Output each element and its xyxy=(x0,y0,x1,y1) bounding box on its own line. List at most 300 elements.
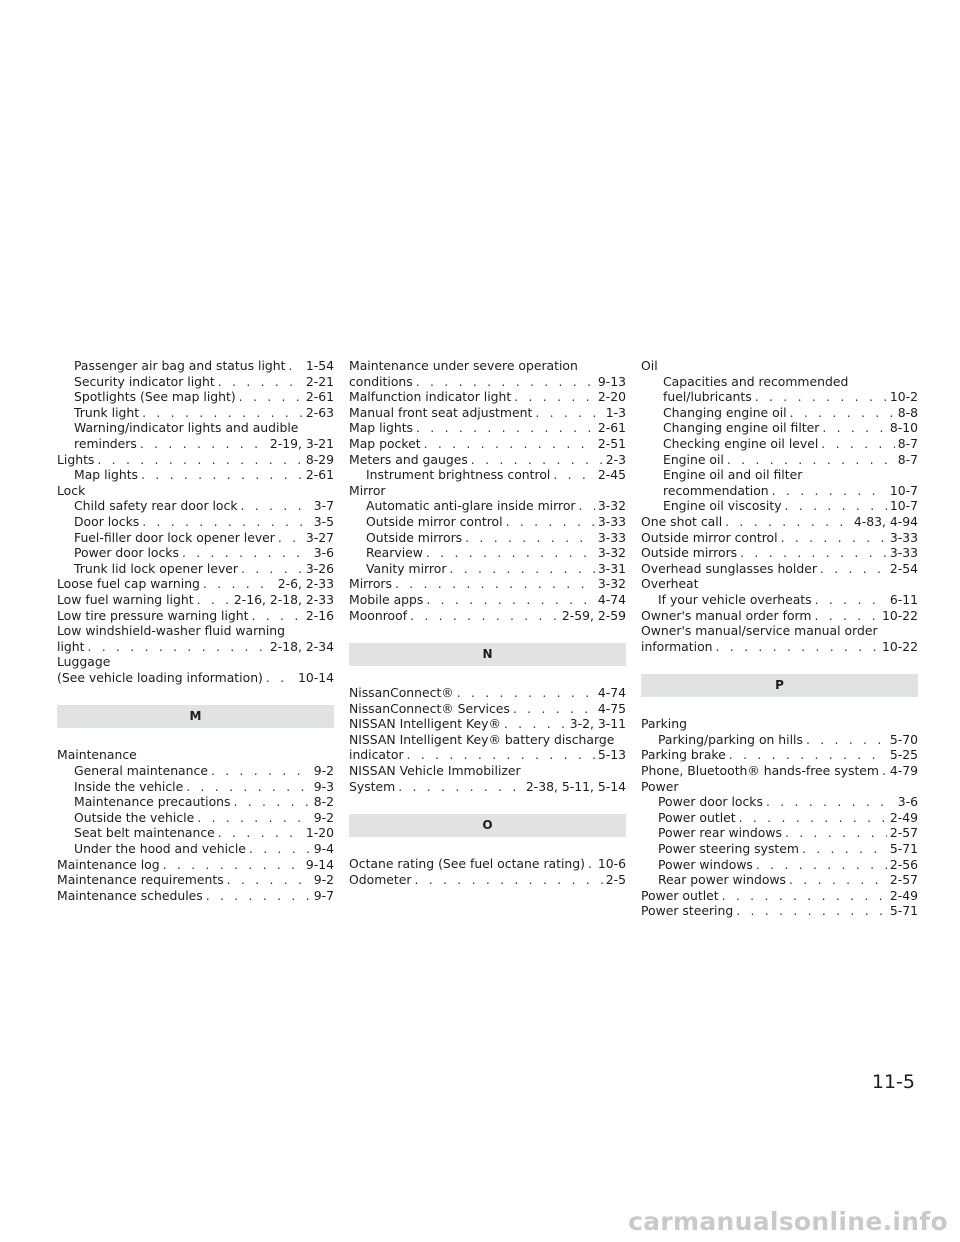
index-entry[interactable] xyxy=(349,779,626,795)
index-entry-page[interactable]: 3-6 xyxy=(897,794,918,810)
index-entry-page[interactable]: 9-2 xyxy=(313,872,334,888)
index-entry-page[interactable]: 2-38, 5-11, 5-14 xyxy=(525,778,626,794)
index-entry-page[interactable]: 2-45 xyxy=(597,467,626,483)
index-entry-page[interactable]: 8-7 xyxy=(897,435,918,451)
index-entry-page[interactable]: 2-18, 2-34 xyxy=(269,638,334,654)
index-entry-page[interactable]: 10-14 xyxy=(297,669,334,685)
dot-leader xyxy=(822,420,887,436)
dot-leader xyxy=(504,716,567,732)
index-entry-page[interactable]: 5-71 xyxy=(889,903,918,919)
index-entry[interactable] xyxy=(57,436,334,452)
index-entry[interactable] xyxy=(57,545,334,561)
dot-leader xyxy=(781,530,887,546)
index-entry-page[interactable]: 2-19, 3-21 xyxy=(269,435,334,451)
index-entry[interactable] xyxy=(349,561,626,577)
index-entry[interactable] xyxy=(57,825,334,841)
index-entry-page[interactable]: 3-33 xyxy=(597,513,626,529)
index-entry-page[interactable]: 3-32 xyxy=(597,498,626,514)
page-number: 11-5 xyxy=(871,1071,915,1093)
index-entry-label: Rearview xyxy=(366,545,423,561)
index-entry-page[interactable]: 8-8 xyxy=(897,404,918,420)
dot-leader xyxy=(163,857,303,873)
index-entry-page[interactable]: 1-3 xyxy=(605,404,626,420)
index-entry-label: Security indicator light xyxy=(74,373,215,389)
index-entry[interactable] xyxy=(57,374,334,390)
section-header-p: P xyxy=(641,674,918,697)
index-entry-label: reminders xyxy=(74,435,137,451)
index-entry-page[interactable]: 3-7 xyxy=(313,498,334,514)
index-entry-page[interactable]: 1-54 xyxy=(305,358,334,373)
index-entry-label: Spotlights (See map light) xyxy=(74,389,236,405)
index-entry-label: NissanConnect® xyxy=(349,685,454,701)
index-entry-page[interactable]: 2-61 xyxy=(305,467,334,483)
index-entry-label: Automatic anti-glare inside mirror xyxy=(366,498,576,514)
index-entry[interactable] xyxy=(641,467,918,483)
dot-leader xyxy=(426,545,595,561)
index-entry[interactable] xyxy=(641,716,918,732)
index-entry[interactable] xyxy=(641,825,918,841)
index-entry[interactable] xyxy=(57,857,334,873)
dot-leader xyxy=(772,483,887,499)
index-entry-page[interactable]: 5-13 xyxy=(597,747,626,763)
dot-leader xyxy=(87,639,266,655)
index-entry[interactable] xyxy=(641,857,918,873)
index-entry[interactable] xyxy=(349,483,626,499)
index-entry-label: Overhead sunglasses holder xyxy=(641,560,817,576)
dot-leader xyxy=(211,763,311,779)
dot-leader xyxy=(722,888,887,904)
index-entry[interactable] xyxy=(57,763,334,779)
index-entry-page[interactable]: 9-13 xyxy=(597,373,626,389)
section-header-o: O xyxy=(349,814,626,837)
index-entry[interactable] xyxy=(349,576,626,592)
section-header-m: M xyxy=(57,705,334,728)
index-entry-page[interactable]: 2-57 xyxy=(889,825,918,841)
dot-leader xyxy=(755,389,887,405)
index-entry[interactable] xyxy=(349,545,626,561)
index-entry-label: Vanity mirror xyxy=(366,560,447,576)
index-entry-page[interactable]: 10-2 xyxy=(889,389,918,405)
index-entry-page[interactable]: 1-20 xyxy=(305,825,334,841)
index-entry-page[interactable]: 3-6 xyxy=(313,545,334,561)
index-entry[interactable] xyxy=(57,654,334,670)
dot-leader xyxy=(142,405,303,421)
dot-leader xyxy=(820,561,887,577)
index-entry[interactable] xyxy=(57,561,334,577)
dot-leader xyxy=(424,436,595,452)
index-entry[interactable] xyxy=(349,716,626,732)
index-entry[interactable] xyxy=(641,389,918,405)
index-entry[interactable] xyxy=(641,483,918,499)
index-entry[interactable] xyxy=(57,467,334,483)
index-entry-label: Mirrors xyxy=(349,576,392,592)
index-entry-label: indicator xyxy=(349,747,404,763)
index-entry[interactable] xyxy=(641,576,918,592)
dot-leader xyxy=(218,825,303,841)
index-entry[interactable] xyxy=(57,810,334,826)
index-entry[interactable] xyxy=(349,436,626,452)
index-entry-label: NISSAN Intelligent Key® battery discharge xyxy=(349,731,615,747)
index-entry-page[interactable]: 10-7 xyxy=(889,482,918,498)
index-entry[interactable] xyxy=(57,405,334,421)
dot-leader xyxy=(465,530,595,546)
index-entry-label: Lights xyxy=(57,451,95,467)
index-entry[interactable] xyxy=(641,639,918,655)
index-entry[interactable] xyxy=(349,452,626,468)
index-entry-page[interactable]: 10-22 xyxy=(881,607,918,623)
index-entry-label: Maintenance under severe operation xyxy=(349,358,578,373)
dot-leader xyxy=(785,498,887,514)
index-entry-label: Warning/indicator lights and audible xyxy=(74,420,299,436)
index-entry-label: Octane rating (See fuel octane rating) xyxy=(349,856,585,872)
index-entry[interactable] xyxy=(349,872,626,888)
dot-leader xyxy=(416,374,595,390)
section-header-n: N xyxy=(349,643,626,666)
index-entry-page[interactable]: 2-51 xyxy=(597,435,626,451)
index-entry-label: Parking/parking on hills xyxy=(658,731,803,747)
index-entry-label: Power windows xyxy=(658,856,753,872)
index-entry-label: Loose fuel cap warning xyxy=(57,576,200,592)
index-entry[interactable] xyxy=(349,389,626,405)
dot-leader xyxy=(252,608,303,624)
index-entry-page[interactable]: 3-33 xyxy=(889,545,918,561)
dot-leader xyxy=(227,872,311,888)
dot-leader xyxy=(203,576,275,592)
index-entry-page[interactable]: 2-5 xyxy=(605,871,626,887)
index-entry[interactable] xyxy=(57,623,334,639)
index-entry-page[interactable]: 2-20 xyxy=(597,389,626,405)
dot-leader xyxy=(579,498,595,514)
index-entry-page[interactable]: 2-63 xyxy=(305,404,334,420)
dot-leader xyxy=(727,452,895,468)
index-entry-label: Odometer xyxy=(349,871,412,887)
index-entry-page[interactable]: 8-29 xyxy=(305,451,334,467)
dot-leader xyxy=(736,903,887,919)
index-entry-page[interactable]: 10-22 xyxy=(881,638,918,654)
index-entry[interactable] xyxy=(641,592,918,608)
index-entry[interactable] xyxy=(57,576,334,592)
dot-leader xyxy=(725,514,851,530)
index-entry-label: Maintenance xyxy=(57,747,137,763)
index-entry-page[interactable]: 5-25 xyxy=(889,747,918,763)
index-entry-page[interactable]: 2-54 xyxy=(889,560,918,576)
dot-leader xyxy=(806,732,887,748)
index-entry-page[interactable]: 2-57 xyxy=(889,872,918,888)
index-entry-label: Parking xyxy=(641,716,687,732)
index-entry-label: Trunk lid lock opener lever xyxy=(74,560,238,576)
index-entry-page[interactable]: 3-33 xyxy=(597,529,626,545)
dot-leader xyxy=(729,747,887,763)
dot-leader xyxy=(513,701,595,717)
index-entry-label: Outside mirrors xyxy=(641,545,738,561)
index-entry-label: fuel/lubricants xyxy=(663,389,752,405)
index-entry-label: Inside the vehicle xyxy=(74,778,184,794)
index-entry-page[interactable]: 8-7 xyxy=(897,451,918,467)
index-entry[interactable] xyxy=(641,358,918,374)
index-entry-label: Power steering system xyxy=(658,841,799,857)
index-entry[interactable] xyxy=(641,405,918,421)
index-entry[interactable] xyxy=(641,747,918,763)
index-entry-page[interactable]: 4-74 xyxy=(597,591,626,607)
index-entry-label: Phone, Bluetooth® hands-free system xyxy=(641,763,879,779)
index-entry-label: One shot call xyxy=(641,513,723,529)
index-entry-label: Low fuel warning light xyxy=(57,591,194,607)
index-entry-label: (See vehicle loading information) xyxy=(57,669,263,685)
index-entry-page[interactable]: 9-2 xyxy=(313,763,334,779)
index-entry[interactable] xyxy=(641,779,918,795)
dot-leader xyxy=(882,763,887,779)
index-entry[interactable] xyxy=(641,530,918,546)
index-entry[interactable] xyxy=(349,608,626,624)
index-entry-label: NissanConnect® Services xyxy=(349,700,510,716)
index-entry-label: Passenger air bag and status light xyxy=(74,358,286,373)
index-entry-page[interactable]: 5-71 xyxy=(889,841,918,857)
dot-leader xyxy=(395,576,595,592)
index-entry-label: Rear power windows xyxy=(658,872,787,888)
index-entry[interactable] xyxy=(641,888,918,904)
index-entry[interactable] xyxy=(57,888,334,904)
dot-leader xyxy=(514,389,595,405)
index-entry[interactable] xyxy=(349,685,626,701)
dot-leader xyxy=(197,592,231,608)
index-entry-page[interactable]: 2-6, 2-33 xyxy=(277,576,334,592)
index-entry[interactable] xyxy=(641,436,918,452)
index-entry-page[interactable]: 3-32 xyxy=(597,576,626,592)
index-entry-label: Outside mirror control xyxy=(366,513,503,529)
index-entry[interactable] xyxy=(349,467,626,483)
index-entry-page[interactable]: 4-75 xyxy=(597,700,626,716)
dot-leader xyxy=(239,389,303,405)
watermark-text: carmanualsonline.info xyxy=(628,1207,948,1236)
index-entry-label: Engine oil xyxy=(663,451,724,467)
index-entry-label: Map lights xyxy=(74,467,139,483)
index-entry-label: recommendation xyxy=(663,482,769,498)
index-entry-label: conditions xyxy=(349,373,413,389)
index-entry-label: Maintenance requirements xyxy=(57,872,224,888)
dot-leader xyxy=(97,452,302,468)
dot-leader xyxy=(739,810,887,826)
dot-leader xyxy=(790,405,895,421)
index-entry[interactable] xyxy=(641,608,918,624)
index-entry-label: System xyxy=(349,778,396,794)
index-entry[interactable] xyxy=(349,701,626,717)
index-entry-page[interactable]: 8-2 xyxy=(313,794,334,810)
index-entry[interactable] xyxy=(641,374,918,390)
index-entry[interactable] xyxy=(349,514,626,530)
dot-leader xyxy=(789,872,887,888)
index-entry-label: Maintenance log xyxy=(57,856,160,872)
index-entry-label: Power outlet xyxy=(641,887,719,903)
index-entry[interactable] xyxy=(57,670,334,686)
index-entry[interactable] xyxy=(641,452,918,468)
index-entry[interactable] xyxy=(641,763,918,779)
index-entry[interactable] xyxy=(57,389,334,405)
dot-leader xyxy=(716,639,879,655)
index-entry-page[interactable]: 2-61 xyxy=(597,420,626,436)
index-entry-page[interactable]: 2-56 xyxy=(889,856,918,872)
index-column-3 xyxy=(641,358,918,919)
index-entry-label: Power steering xyxy=(641,903,734,919)
dot-leader xyxy=(449,561,594,577)
dot-leader xyxy=(815,592,887,608)
index-entry[interactable] xyxy=(57,872,334,888)
index-entry[interactable] xyxy=(349,374,626,390)
index-entry[interactable] xyxy=(57,420,334,436)
index-entry[interactable] xyxy=(57,498,334,514)
index-entry-label: Fuel-filler door lock opener lever xyxy=(74,529,275,545)
dot-leader xyxy=(740,545,887,561)
index-entry[interactable] xyxy=(641,872,918,888)
index-entry-page[interactable]: 3-33 xyxy=(889,529,918,545)
index-entry-label: Power door locks xyxy=(658,794,763,810)
index-entry-label: Parking brake xyxy=(641,747,726,763)
dot-leader xyxy=(197,810,311,826)
index-entry[interactable] xyxy=(57,841,334,857)
dot-leader xyxy=(506,514,595,530)
index-entry-page[interactable]: 4-83, 4-94 xyxy=(853,513,918,529)
index-entry-page[interactable]: 3-5 xyxy=(313,513,334,529)
index-entry-page[interactable]: 3-27 xyxy=(305,529,334,545)
index-entry[interactable] xyxy=(57,779,334,795)
index-entry-page[interactable]: 6-11 xyxy=(889,591,918,607)
index-entry-page[interactable]: 4-79 xyxy=(889,763,918,779)
index-entry[interactable] xyxy=(57,452,334,468)
index-entry[interactable] xyxy=(641,623,918,639)
index-entry-page[interactable]: 2-61 xyxy=(305,389,334,405)
dot-leader xyxy=(249,841,311,857)
dot-leader xyxy=(234,794,311,810)
dot-leader xyxy=(814,608,879,624)
index-entry-label: General maintenance xyxy=(74,763,208,779)
index-entry-label: Outside mirrors xyxy=(366,529,463,545)
index-entry[interactable] xyxy=(641,732,918,748)
index-entry[interactable] xyxy=(641,561,918,577)
index-entry-page[interactable]: 4-74 xyxy=(597,685,626,701)
dot-leader xyxy=(410,608,559,624)
index-entry-label: Power outlet xyxy=(658,809,736,825)
index-entry-label: Capacities and recommended xyxy=(663,373,849,389)
index-entry-label: information xyxy=(641,638,713,654)
index-entry-label: Changing engine oil filter xyxy=(663,420,820,436)
index-entry[interactable] xyxy=(57,358,334,374)
index-entry-label: NISSAN Vehicle Immobilizer xyxy=(349,763,521,779)
index-entry-page[interactable]: 9-3 xyxy=(313,778,334,794)
dot-leader xyxy=(471,452,603,468)
index-entry-page[interactable]: 2-59, 2-59 xyxy=(561,607,626,623)
index-entry-label: Moonroof xyxy=(349,607,408,623)
index-entry[interactable] xyxy=(57,608,334,624)
index-entry[interactable] xyxy=(57,514,334,530)
index-entry-label: Mirror xyxy=(349,482,386,498)
index-entry-label: Maintenance precautions xyxy=(74,794,231,810)
index-entry-page[interactable]: 9-4 xyxy=(313,841,334,857)
index-entry-page[interactable]: 3-26 xyxy=(305,560,334,576)
index-entry-page[interactable]: 10-7 xyxy=(889,498,918,514)
dot-leader xyxy=(457,685,595,701)
index-entry-label: Instrument brightness control xyxy=(366,467,551,483)
dot-leader xyxy=(206,888,311,904)
index-entry[interactable] xyxy=(349,856,626,872)
index-entry-page[interactable]: 9-2 xyxy=(313,809,334,825)
index-entry[interactable] xyxy=(349,358,626,374)
index-entry[interactable] xyxy=(57,530,334,546)
index-entry-label: light xyxy=(57,638,85,654)
index-entry[interactable] xyxy=(57,592,334,608)
index-entry-label: Malfunction indicator light xyxy=(349,389,512,405)
index-entry-page[interactable]: 9-14 xyxy=(305,856,334,872)
index-entry-page[interactable]: 3-31 xyxy=(597,560,626,576)
index-entry-page[interactable]: 10-6 xyxy=(597,856,626,872)
index-entry[interactable] xyxy=(641,514,918,530)
index-entry-page[interactable]: 2-16 xyxy=(305,607,334,623)
index-entry-label: Manual front seat adjustment xyxy=(349,404,533,420)
index-entry-label: Changing engine oil xyxy=(663,404,787,420)
index-entry-label: Lock xyxy=(57,482,86,498)
dot-leader xyxy=(218,374,303,390)
index-entry-page[interactable]: 3-2, 3-11 xyxy=(569,716,626,732)
index-entry[interactable] xyxy=(57,747,334,763)
index-entry[interactable] xyxy=(641,810,918,826)
index-entry[interactable] xyxy=(641,498,918,514)
index-entry-label: Mobile apps xyxy=(349,591,424,607)
index-entry-page[interactable]: 2-16, 2-18, 2-33 xyxy=(233,591,334,607)
index-entry[interactable] xyxy=(641,794,918,810)
index-entry-page[interactable]: 9-7 xyxy=(313,887,334,903)
index-entry[interactable] xyxy=(349,530,626,546)
dot-leader xyxy=(241,561,303,577)
index-column-2 xyxy=(349,358,626,887)
index-entry-label: Door locks xyxy=(74,513,140,529)
index-entry-label: Luggage xyxy=(57,654,111,670)
index-entry-page[interactable]: 2-21 xyxy=(305,373,334,389)
index-entry[interactable] xyxy=(641,545,918,561)
index-entry-page[interactable]: 2-3 xyxy=(605,451,626,467)
dot-leader xyxy=(398,779,523,795)
index-entry-page[interactable]: 2-49 xyxy=(889,809,918,825)
index-entry[interactable] xyxy=(349,405,626,421)
index-entry-page[interactable]: 5-70 xyxy=(889,731,918,747)
index-entry[interactable] xyxy=(349,732,626,748)
index-entry-label: Engine oil and oil filter xyxy=(663,467,803,483)
index-entry[interactable] xyxy=(641,903,918,919)
index-entry[interactable] xyxy=(641,841,918,857)
index-entry-label: NISSAN Intelligent Key® xyxy=(349,716,501,732)
index-entry-label: Overheat xyxy=(641,576,699,592)
index-entry[interactable] xyxy=(349,747,626,763)
index-entry[interactable] xyxy=(641,420,918,436)
index-entry-label: Trunk light xyxy=(74,404,140,420)
index-entry-label: Engine oil viscosity xyxy=(663,498,782,514)
index-entry[interactable] xyxy=(349,420,626,436)
index-entry-label: Owner's manual order form xyxy=(641,607,812,623)
index-entry[interactable] xyxy=(57,794,334,810)
index-entry-page[interactable]: 8-10 xyxy=(889,420,918,436)
index-entry[interactable] xyxy=(57,639,334,655)
index-entry-page[interactable]: 2-49 xyxy=(889,887,918,903)
index-entry-page[interactable]: 3-32 xyxy=(597,545,626,561)
index-entry-label: Map pocket xyxy=(349,435,421,451)
index-entry[interactable] xyxy=(349,498,626,514)
index-entry[interactable] xyxy=(349,592,626,608)
index-entry-label: Checking engine oil level xyxy=(663,435,819,451)
index-entry[interactable] xyxy=(57,483,334,499)
index-entry-label: Outside mirror control xyxy=(641,529,778,545)
index-entry[interactable] xyxy=(349,763,626,779)
index-entry-label: If your vehicle overheats xyxy=(658,591,812,607)
index-entry-label: Owner's manual/service manual order xyxy=(641,623,878,639)
dot-leader xyxy=(414,872,602,888)
dot-leader xyxy=(756,857,887,873)
